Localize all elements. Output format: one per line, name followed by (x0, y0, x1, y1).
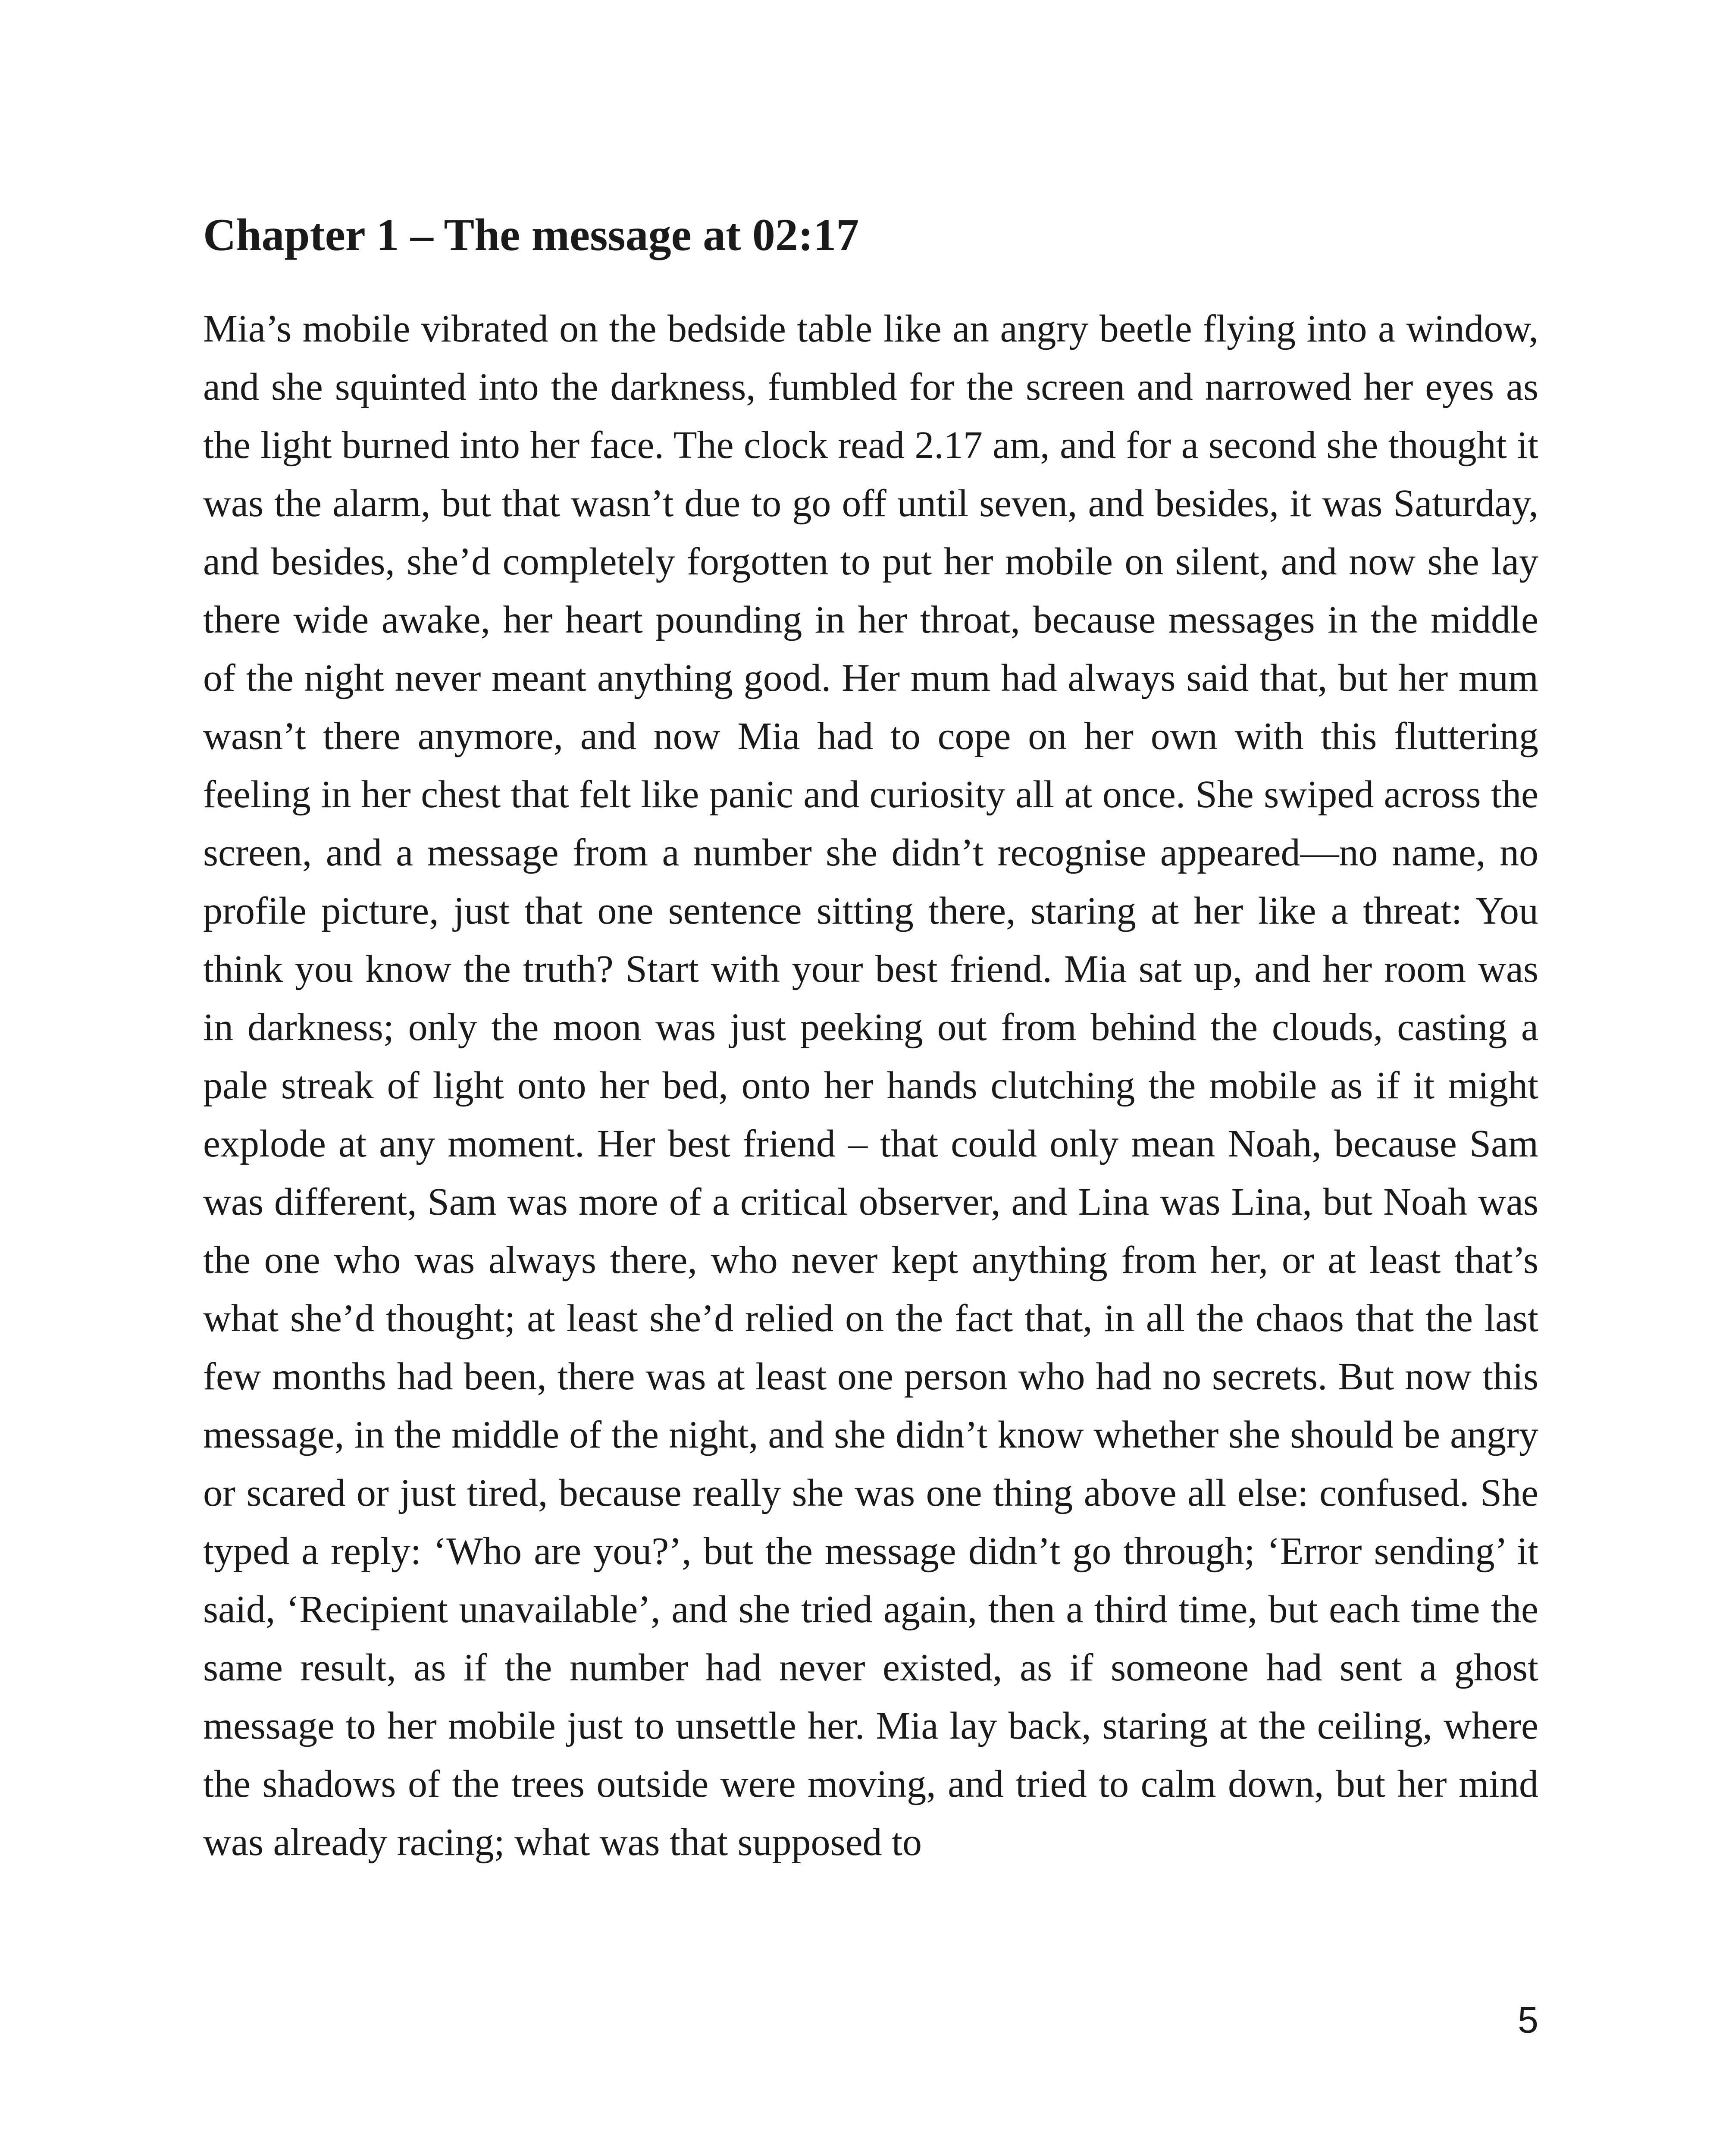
chapter-title: Chapter 1 – The message at 02:17 (203, 210, 859, 260)
page-number: 5 (1518, 1999, 1538, 2041)
chapter-body-paragraph: Mia’s mobile vibrated on the bedside table like an angry beetle flying into a window, and she squinted into the darkness, fumbled for the screen and narrowed her eyes as the light burned into her face. The clock read 2.17 am, and for a second she thought it was the alarm, but that wasn’t due to go off until seven, and besides, it was Saturday, and besides, she’d completely forgotten to put her mobile on silent, and now she lay there wide awake, her heart pounding in her throat, because messages in the middle of the night never meant anything good. Her mum had always said that, but her mum wasn’t there anymore, and now Mia had to cope on her own with this fluttering feeling in her chest that felt like panic and curiosity all at once. She swiped across the screen, and a message from a number she didn’t recognise appeared—no name, no profile picture, just that one sentence sitting there, staring at her like a threat: You think you know the truth? Start with your best friend. Mia sat up, and her room was in darkness; only the moon was just peeking out from behind the clouds, casting a pale streak of light onto her bed, onto her hands clutching the mobile as if it might explode at any moment. Her best friend – that could only mean Noah, because Sam was different, Sam was more of a critical observer, and Lina was Lina, but Noah was the one who was always there, who never kept anything from her, or at least that’s what she’d thought; at least she’d relied on the fact that, in all the chaos that the last few months had been, there was at least one person who had no secrets. But now this message, in the middle of the night, and she didn’t know whether she should be angry or scared or just tired, because really she was one thing above all else: confused. She typed a reply: ‘Who are you?’, but the message didn’t go through; ‘Error sending’ it said, ‘Recipient unavailable’, and she tried again, then a third time, but each time the same result, as if the number had never existed, as if someone had sent a ghost message to her mobile just to unsettle her. Mia lay back, staring at the ceiling, where the shadows of the trees outside were moving, and tried to calm down, but her mind was already racing; what was that supposed to (203, 307, 1538, 1864)
